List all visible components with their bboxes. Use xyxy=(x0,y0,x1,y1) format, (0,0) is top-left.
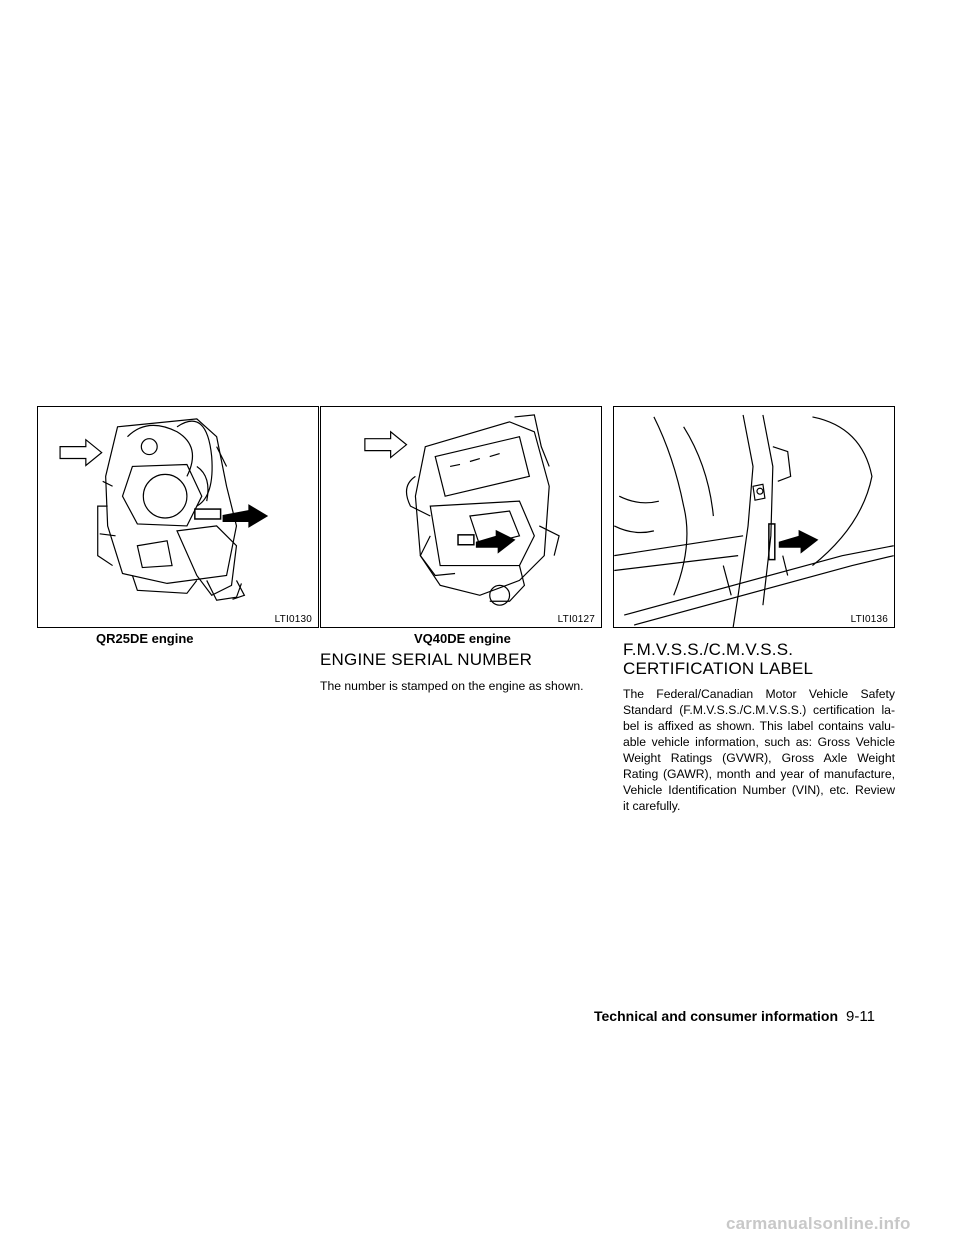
figure-certification-label-location xyxy=(613,406,895,628)
engine-serial-heading: ENGINE SERIAL NUMBER xyxy=(320,650,533,669)
site-watermark: carmanualsonline.info xyxy=(726,1214,911,1233)
figure-qr25de-engine xyxy=(37,406,319,628)
page-footer xyxy=(594,1008,875,1025)
paragraph-line: bel is affixed as shown. This label contains valu- xyxy=(623,719,895,733)
figure-vq40de-engine xyxy=(320,406,602,628)
figure-caption: VQ40DE engine xyxy=(414,631,511,646)
paragraph-line: The Federal/Canadian Motor Vehicle Safety xyxy=(623,687,895,701)
engine-illustration xyxy=(38,407,318,627)
certification-heading-line1: F.M.V.S.S./C.M.V.S.S. xyxy=(623,640,794,659)
figure-caption: QR25DE engine xyxy=(96,631,194,646)
paragraph-line: Standard (F.M.V.S.S./C.M.V.S.S.) certification la- xyxy=(623,703,895,717)
figure-code: LTI0130 xyxy=(274,614,312,625)
certification-heading-line2: CERTIFICATION LABEL xyxy=(623,659,814,678)
paragraph-line: Vehicle Identification Number (VIN), etc. Review xyxy=(623,783,895,797)
footer-section-title: Technical and consumer information xyxy=(594,1008,839,1024)
engine-illustration xyxy=(321,407,601,627)
certification-paragraph xyxy=(623,686,895,814)
paragraph-line: able vehicle information, such as: Gross Vehicle xyxy=(623,735,895,749)
paragraph-line: Weight Ratings (GVWR), Gross Axle Weight xyxy=(623,751,895,765)
door-pillar-illustration xyxy=(614,407,894,627)
engine-serial-text: The number is stamped on the engine as shown. xyxy=(320,679,584,693)
paragraph-line: Rating (GAWR), month and year of manufacture, xyxy=(623,767,895,781)
paragraph-line: it carefully. xyxy=(623,799,681,813)
page-number: 9-11 xyxy=(846,1008,875,1025)
figure-code: LTI0136 xyxy=(850,614,888,625)
figure-code: LTI0127 xyxy=(557,614,595,625)
